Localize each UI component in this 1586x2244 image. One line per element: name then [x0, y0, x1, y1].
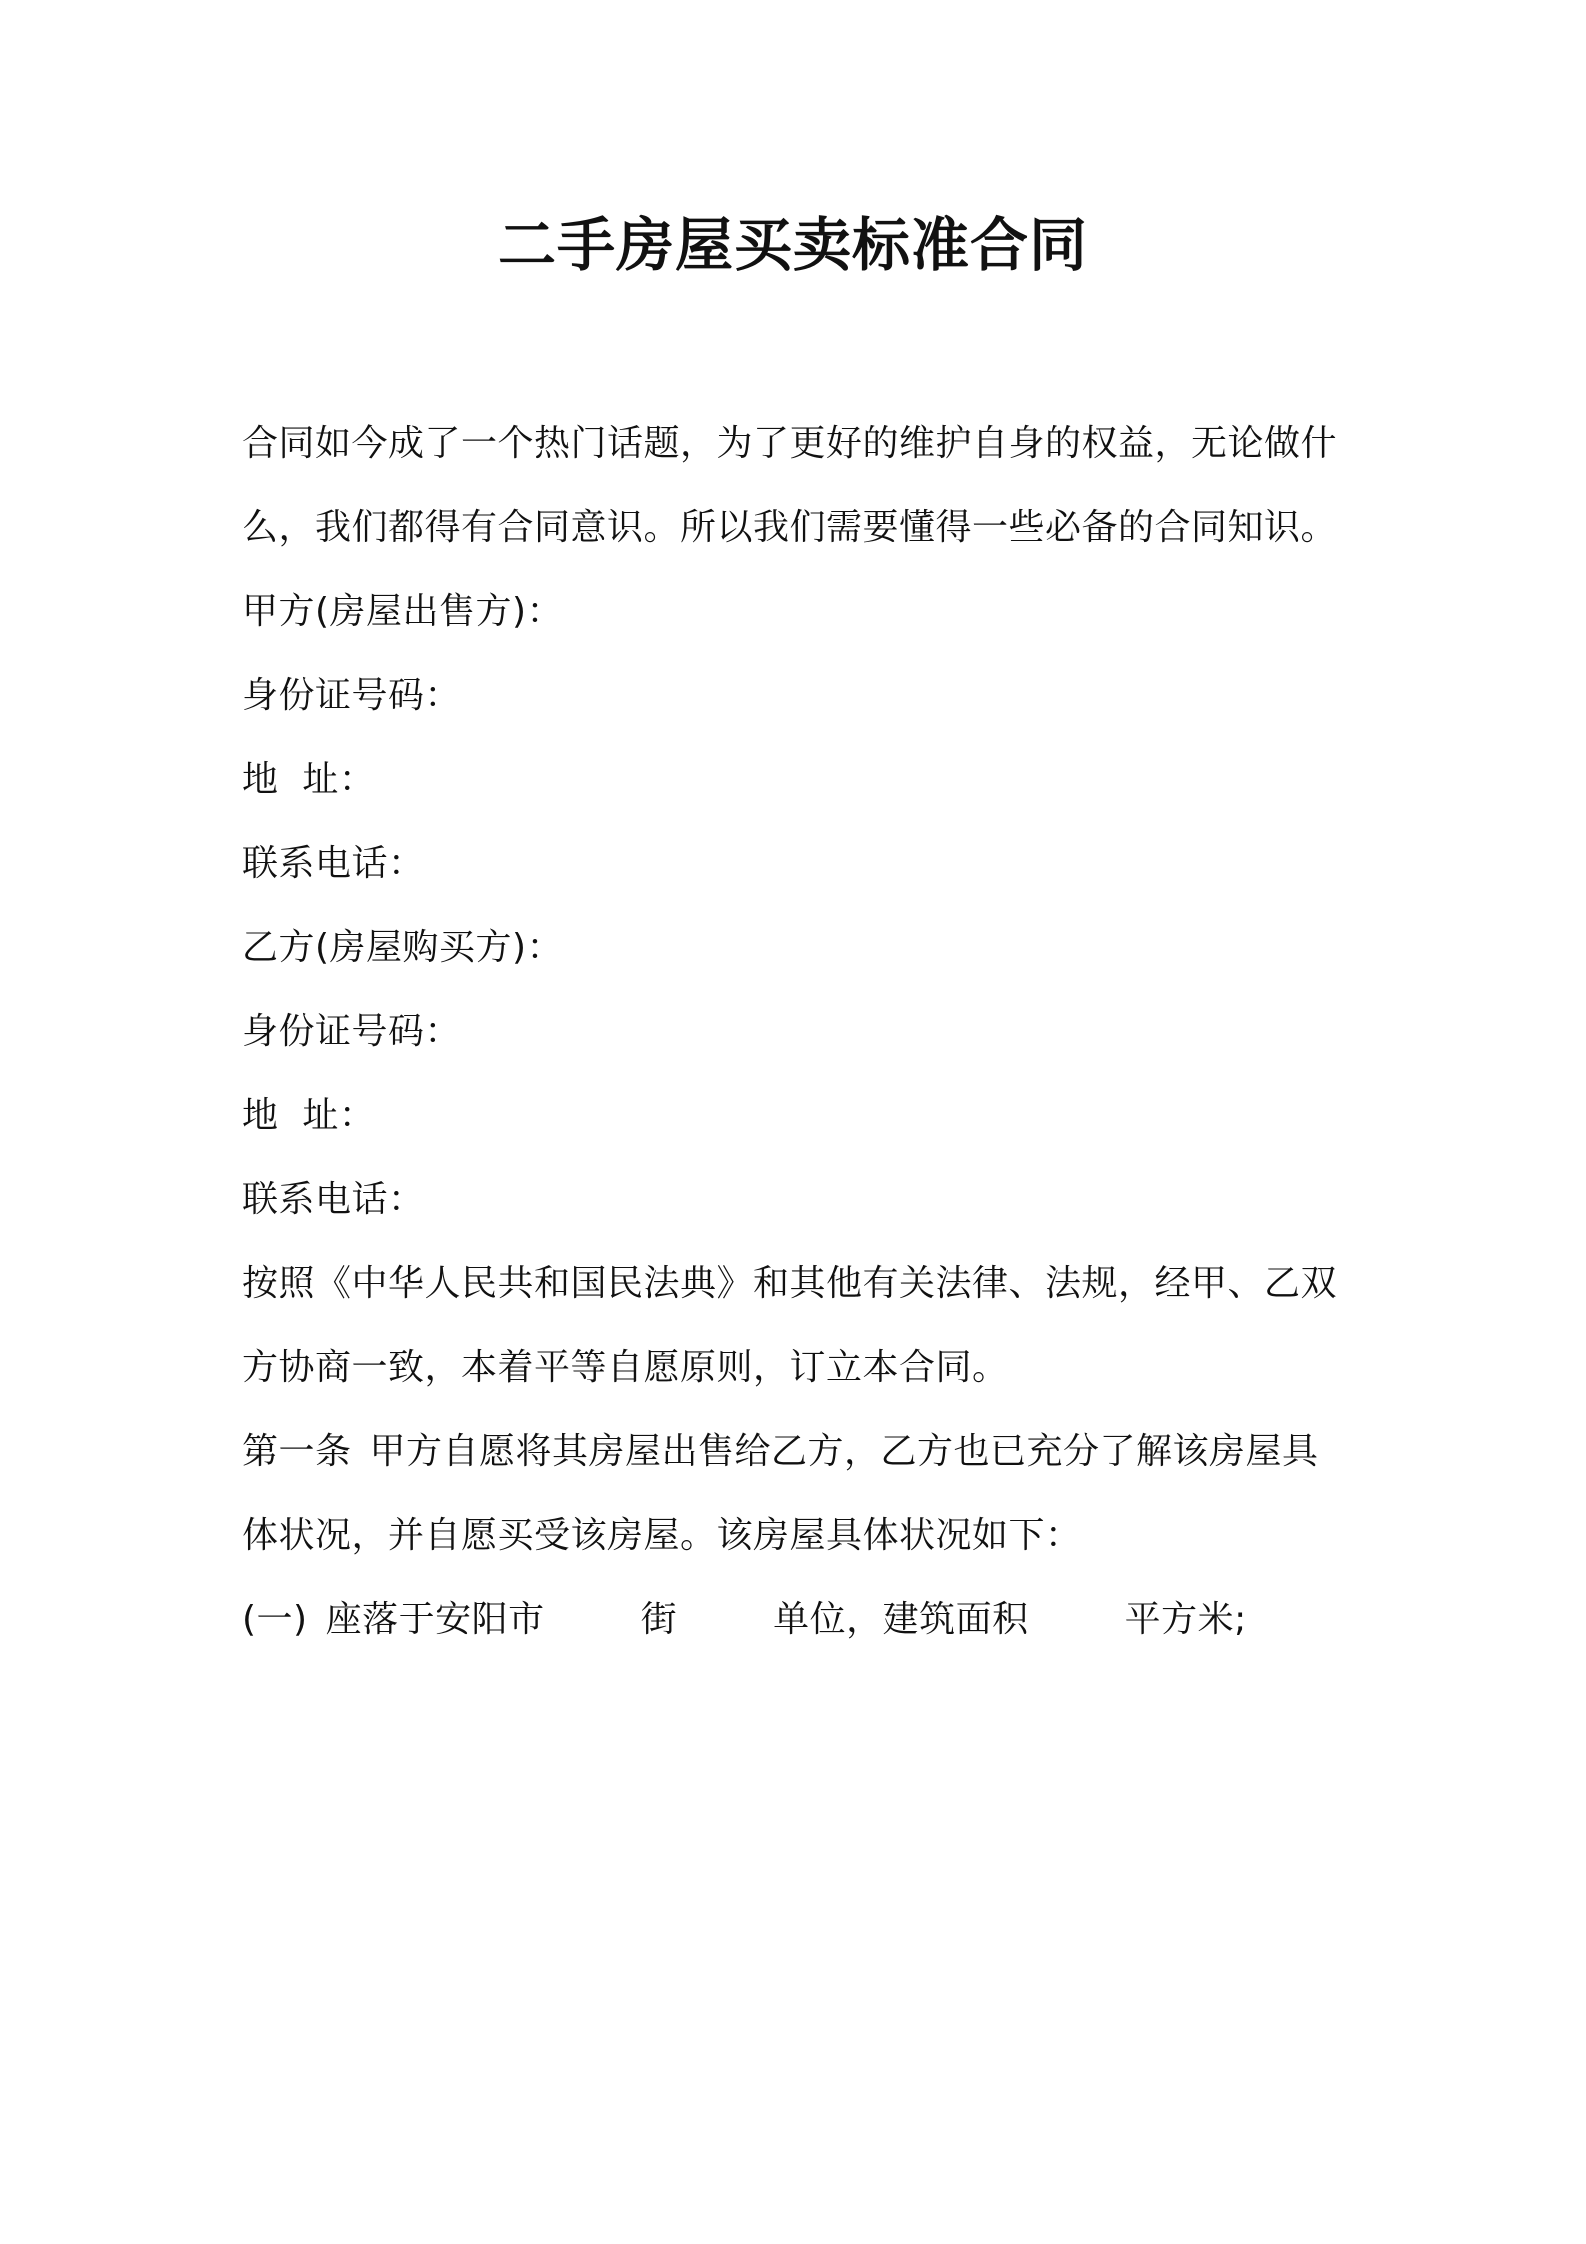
item-1-street: 街: [640, 1599, 678, 1640]
item-1-location: 座落于安阳市: [325, 1599, 545, 1640]
party-a-heading: 甲方(房屋出售方)：: [242, 591, 564, 632]
item-1-area-label: 单位，建筑面积: [773, 1599, 1029, 1640]
party-a-address-label: 地 址：: [242, 759, 376, 800]
party-b-address-label: 地 址：: [242, 1095, 376, 1136]
party-b-id-label: 身份证号码：: [242, 1011, 462, 1052]
article-1-line-1: [242, 1410, 1362, 1494]
item-1-line: [242, 1578, 1362, 1662]
article-1-text-1: 甲方自愿将其房屋出售给乙方，乙方也已充分了解该房屋具: [369, 1431, 1319, 1472]
party-b-phone-label: 联系电话：: [242, 1179, 425, 1220]
intro-line-2: 么，我们都得有合同意识。所以我们需要懂得一些必备的合同知识。: [242, 507, 1338, 548]
party-a-id-label: 身份证号码：: [242, 675, 462, 716]
item-1-unit: 平方米;: [1124, 1599, 1247, 1640]
article-1-line-2: 体状况，并自愿买受该房屋。该房屋具体状况如下：: [242, 1515, 1082, 1556]
document-body: [242, 402, 1362, 1662]
article-1-number: 第一条: [242, 1431, 352, 1472]
party-a-phone-label: 联系电话：: [242, 843, 425, 884]
basis-line-1: 按照《中华人民共和国民法典》和其他有关法律、法规，经甲、乙双: [242, 1263, 1338, 1304]
intro-line-1: 合同如今成了一个热门话题，为了更好的维护自身的权益，无论做什: [242, 423, 1338, 464]
item-1-marker: (一): [242, 1599, 308, 1640]
basis-line-2: 方协商一致，本着平等自愿原则，订立本合同。: [242, 1347, 1009, 1388]
party-b-heading: 乙方(房屋购买方)：: [242, 927, 564, 968]
document-title: 二手房屋买卖标准合同: [497, 211, 1088, 279]
